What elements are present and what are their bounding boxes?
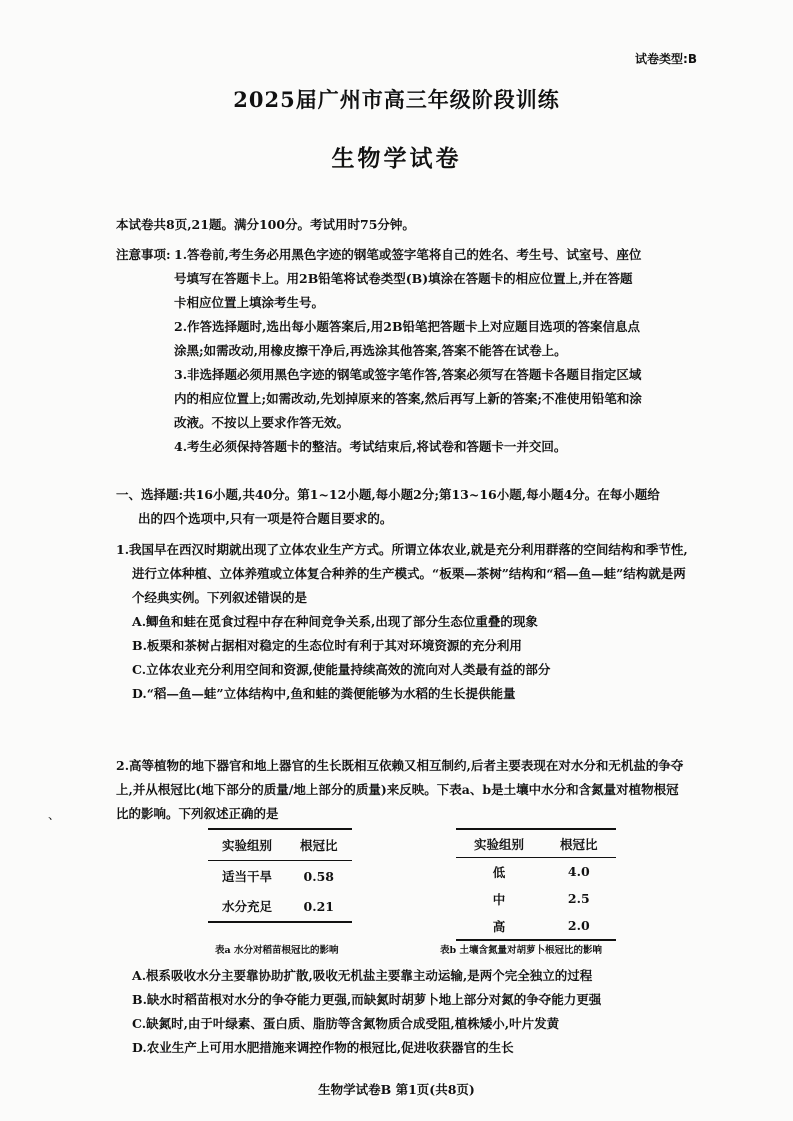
- note-item: 2.作答选择题时,选出每小题答案后,用2B铅笔把答题卡上对应题目选项的答案信息点涂黑;如需改动,用橡皮擦干净后,再选涂其他答案,答案不能答在试卷上。: [174, 319, 641, 358]
- exam-info: 本试卷共8页,21题。满分100分。考试用时75分钟。: [116, 217, 415, 232]
- stray-mark: 、: [48, 808, 61, 822]
- question-2-options: [132, 964, 601, 1060]
- option-a: A.鲫鱼和蛙在觅食过程中存在种间竞争关系,出现了部分生态位重叠的现象: [132, 614, 538, 629]
- note-item: 1.答卷前,考生务必用黑色字迹的钢笔或签字笔将自己的姓名、考生号、试室号、座位号填写在答题卡上。用2B铅笔将试卷类型(B)填涂在答题卡的相应位置上,并在答题卡相应位置上填涂考生号。: [174, 247, 642, 310]
- table-row: [208, 891, 352, 922]
- table-header: 实验组别: [208, 829, 286, 861]
- table-row: [456, 885, 616, 912]
- table-header: 根冠比: [542, 829, 616, 858]
- table-header-row: [208, 829, 352, 861]
- section-line: 一、选择题:共16小题,共40分。第1~12小题,每小题2分;第13~16小题,每小题4分。在每小题给: [116, 487, 660, 502]
- table-header: 根冠比: [286, 829, 352, 861]
- page-footer: 生物学试卷B 第1页(共8页): [318, 1082, 475, 1097]
- notes-label: 注意事项:: [116, 247, 171, 262]
- table-row: [456, 858, 616, 886]
- option-d: D.“稻—鱼—蛙”立体结构中,鱼和蛙的粪便能够为水稻的生长提供能量: [132, 686, 516, 701]
- option-c: C.缺氮时,由于叶绿素、蛋白质、脂肪等含氮物质合成受阻,植株矮小,叶片发黄: [132, 1016, 560, 1031]
- table-cell: 适当干旱: [222, 869, 273, 884]
- notes-block: [116, 243, 644, 459]
- table-cell: 中: [492, 891, 506, 907]
- option-a: A.根系吸收水分主要靠协助扩散,吸收无机盐主要靠主动运输,是两个完全独立的过程: [132, 968, 593, 983]
- table-cell: 4.0: [567, 864, 590, 879]
- table-cell: 高: [456, 912, 542, 940]
- table-row: [208, 861, 352, 892]
- option-c: C.立体农业充分利用空间和资源,使能量持续高效的流向对人类最有益的部分: [132, 662, 551, 677]
- table-b: [456, 828, 616, 941]
- table-cell: 2.5: [567, 891, 590, 906]
- section-heading: [116, 483, 691, 531]
- table-cell: 水分充足: [208, 891, 286, 922]
- question-2-stem: 2.高等植物的地下器官和地上器官的生长既相互依赖又相互制约,后者主要表现在对水分和无机盐的争夺上,并从根冠比(地下部分的质量/地上部分的质量)来反映。下表a、b是土壤中水分和含氮量对植物根冠比的影响。下列叙述正确的是: [116, 758, 684, 821]
- table-a-caption: 表a 水分对稻苗根冠比的影响: [215, 945, 339, 956]
- table-cell: 低: [492, 864, 506, 880]
- note-item: 4.考生必须保持答题卡的整洁。考试结束后,将试卷和答题卡一并交回。: [174, 439, 567, 454]
- subject-title: 生物学试卷: [331, 145, 462, 172]
- table-header-row: [456, 829, 616, 858]
- question-1: [116, 538, 691, 706]
- section-line: 出的四个选项中,只有一项是符合题目要求的。: [138, 511, 393, 526]
- option-b: B.板栗和茶树占据相对稳定的生态位时有利于其对环境资源的充分利用: [132, 638, 522, 653]
- table-row: [456, 912, 616, 940]
- option-b: B.缺水时稻苗根对水分的争夺能力更强,而缺氮时胡萝卜地上部分对氮的争夺能力更强: [132, 992, 602, 1007]
- table-cell: 0.21: [286, 891, 352, 922]
- table-header: 实验组别: [456, 829, 542, 858]
- table-a: [208, 828, 352, 923]
- table-cell: 0.58: [303, 868, 334, 884]
- table-cell: 2.0: [542, 912, 616, 940]
- note-item: 3.非选择题必须用黑色字迹的钢笔或签字笔作答,答案必须写在答题卡各题目指定区域内的相应位置上;如需改动,先划掉原来的答案,然后再写上新的答案;不准使用铅笔和涂改液。不按以上要求作答无效。: [174, 367, 642, 430]
- paper-type: 试卷类型:B: [635, 52, 697, 66]
- question-stem: 1.我国早在西汉时期就出现了立体农业生产方式。所谓立体农业,就是充分利用群落的空间结构和季节性,进行立体种植、立体养殖或立体复合种养的生产模式。“板栗—茶树”结构和“稻—鱼—蛙”结构就是两个经典实例。下列叙述错误的是: [116, 542, 688, 605]
- option-d: D.农业生产上可用水肥措施来调控作物的根冠比,促进收获器官的生长: [132, 1040, 514, 1055]
- exam-title: 2025届广州市高三年级阶段训练: [233, 87, 560, 112]
- table-b-caption: 表b 土壤含氮量对胡萝卜根冠比的影响: [440, 945, 602, 956]
